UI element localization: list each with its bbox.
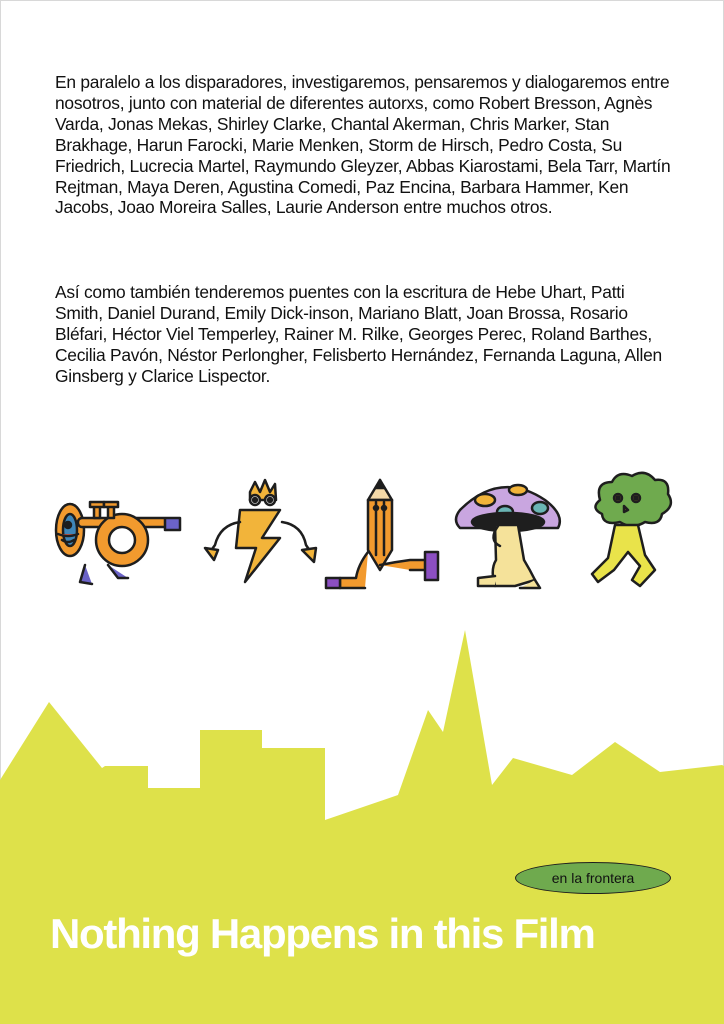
city-skyline-shape [0,620,724,1024]
lightning-bolt-character-icon [205,480,316,582]
trumpet-character-icon [56,502,180,584]
body-paragraph-2: Así como también tenderemos puentes con la escritura de Hebe Uhart, Patti Smith, Daniel Durand, Emily Dick-inson, Mariano Blatt, Joan Brossa, Rosario Bléfari, Héctor Viel Temperley, Rainer M. Rilke, Georges Perec, Roland Barthes, Cecilia Pavón, Néstor Perlongher, Felisberto Hernández, Fernanda Laguna, Allen Ginsberg y Clarice Lispector. [55,282,662,386]
body-paragraph-1: En paralelo a los disparadores, investigaremos, pensaremos y dialogaremos entre nosotros, junto con material de diferentes autorxs, como Robert Bresson, Agnès Varda, Jonas Mekas, Shirley Clarke, Chantal Akerman, Chris Marker, Stan Brakhage, Harun Farocki, Marie Menken, Storm de Hirsch, Pedro Costa, Su Friedrich, Lucrecia Martel, Raymundo Gleyzer, Abbas Kiarostami, Bela Tarr, Martín Rejtman, Maya Deren, Agustina Comedi, Paz Encina, Barbara Hammer, Ken Jacobs, Joao Moreira Salles, Laurie Anderson entre muchos otros. [55,72,671,218]
tag-en-la-frontera: en la frontera [515,862,671,894]
characters-row [40,470,690,600]
mushroom-character-icon [456,485,560,588]
tree-character-icon [592,473,671,586]
pencil-character-icon [326,480,438,588]
film-title: Nothing Happens in this Film [50,910,595,957]
